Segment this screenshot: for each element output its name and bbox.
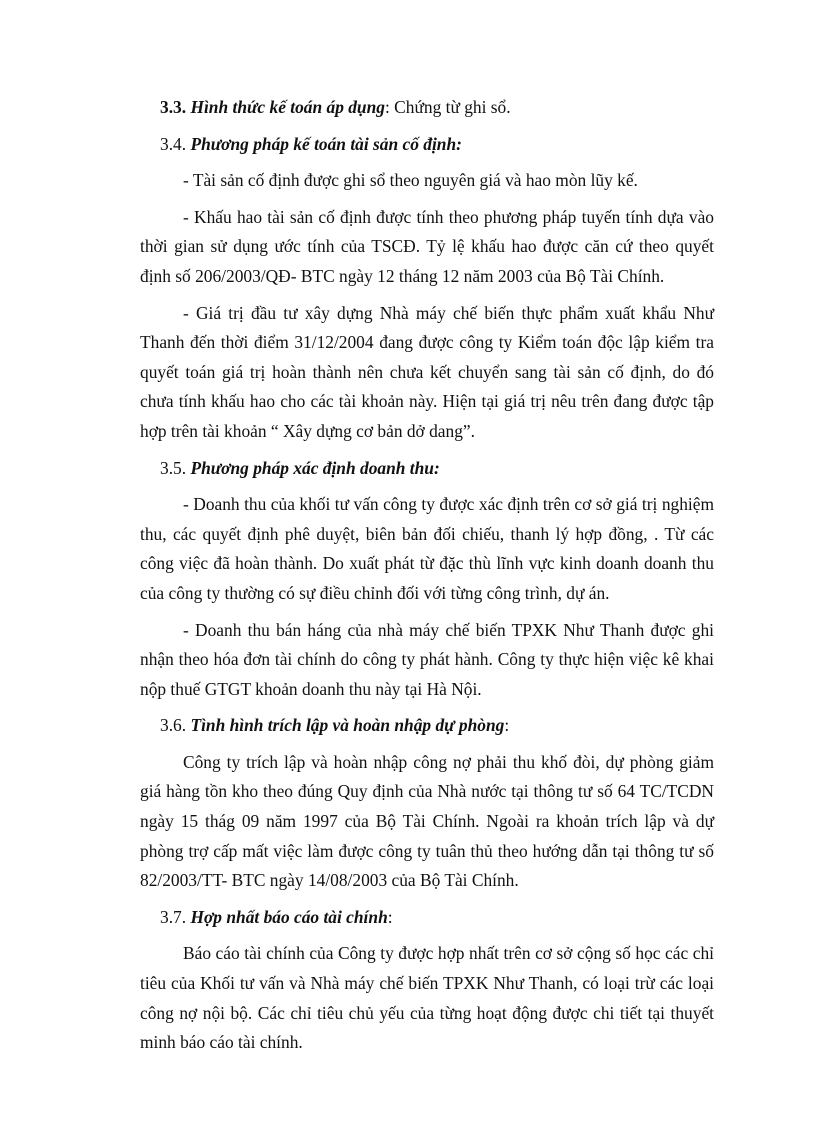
- section-number: 3.7.: [160, 906, 187, 927]
- section-suffix: : Chứng từ ghi sổ.: [384, 97, 511, 117]
- section-3-4-heading: [140, 130, 714, 160]
- paragraph: Công ty trích lập và hoàn nhập công nợ phải thu khố đòi, dự phòng giảm giá hàng tồn kho theo đúng Quy định của Nhà nước tại thông tư số 64 TC/TCDN ngày 15 thág 09 năm 1997 của Bộ Tài Chính. Ngoài ra khoản trích lập và dự phòng trợ cấp mất việc làm được công ty tuân thủ theo hướng dẫn tại thông tư số 82/2003/TT- BTC ngày 14/08/2003 của Bộ Tài Chính.: [140, 751, 714, 891]
- section-number: 3.6.: [160, 715, 187, 736]
- paragraph: - Doanh thu của khối tư vấn công ty được xác định trên cơ sở giá trị nghiệm thu, các quyết định phê duyệt, biên bản đối chiếu, thanh lý hợp đồng, . Từ các công việc đã hoàn thành. Do xuất phát từ đặc thù lĩnh vực kinh doanh doanh thu của công ty thường có sự điều chỉnh đối với từng công trình, dự án.: [140, 494, 714, 603]
- section-number: 3.4.: [160, 133, 187, 154]
- section-title: Tình hình trích lập và hoàn nhập dự phòng: [190, 715, 505, 736]
- section-3-7-heading: [140, 903, 714, 933]
- section-number: 3.3.: [160, 97, 187, 117]
- paragraph: Báo cáo tài chính của Công ty được hợp nhất trên cơ sở cộng số học các chỉ tiêu của Khối tư vấn và Nhà máy chế biến TPXK Như Thanh, có loại trừ các loại công nợ nội bộ. Các chỉ tiêu chủ yếu của từng hoạt động được chi tiết tại thuyết minh báo cáo tài chính.: [140, 943, 714, 1053]
- section-title: Hợp nhất báo cáo tài chính: [190, 906, 388, 927]
- section-suffix: :: [504, 715, 510, 736]
- section-title: Phương pháp kế toán tài sản cố định:: [190, 133, 462, 154]
- paragraph: - Tài sản cố định được ghi sổ theo nguyên giá và hao mòn lũy kế.: [183, 170, 638, 191]
- section-3-5-heading: [140, 454, 714, 484]
- section-number: 3.5.: [160, 457, 187, 478]
- section-3-6-heading: [140, 711, 714, 741]
- paragraph: - Giá trị đầu tư xây dựng Nhà máy chế biến thực phẩm xuất khẩu Như Thanh đến thời điểm 31/12/2004 đang được công ty Kiểm toán độc lập kiểm tra quyết toán giá trị hoàn thành nên chưa kết chuyển sang tài sản cố định, do đó chưa tính khấu hao cho các tài khoản này. Hiện tại giá trị nêu trên đang được tập hợp trên tài khoản “ Xây dựng cơ bản dở dang”.: [140, 302, 714, 441]
- paragraph: - Khấu hao tài sản cố định được tính theo phương pháp tuyến tính dựa vào thời gian sử dụng ước tính của TSCĐ. Tỷ lệ khấu hao được căn cứ theo quyết định số 206/2003/QĐ- BTC ngày 12 tháng 12 năm 2003 của Bộ Tài Chính.: [140, 206, 714, 286]
- paragraph: - Doanh thu bán háng của nhà máy chế biến TPXK Như Thanh được ghi nhận theo hóa đơn tài chính do công ty phát hành. Công ty thực hiện việc kê khai nộp thuế GTGT khoản doanh thu này tại Hà Nội.: [140, 619, 714, 699]
- document-body: [140, 93, 714, 1065]
- section-suffix: :: [387, 906, 393, 927]
- section-title: Phương pháp xác định doanh thu:: [190, 457, 440, 478]
- section-3-3-heading: [140, 93, 714, 123]
- section-title: Hình thức kế toán áp dụng: [190, 97, 385, 117]
